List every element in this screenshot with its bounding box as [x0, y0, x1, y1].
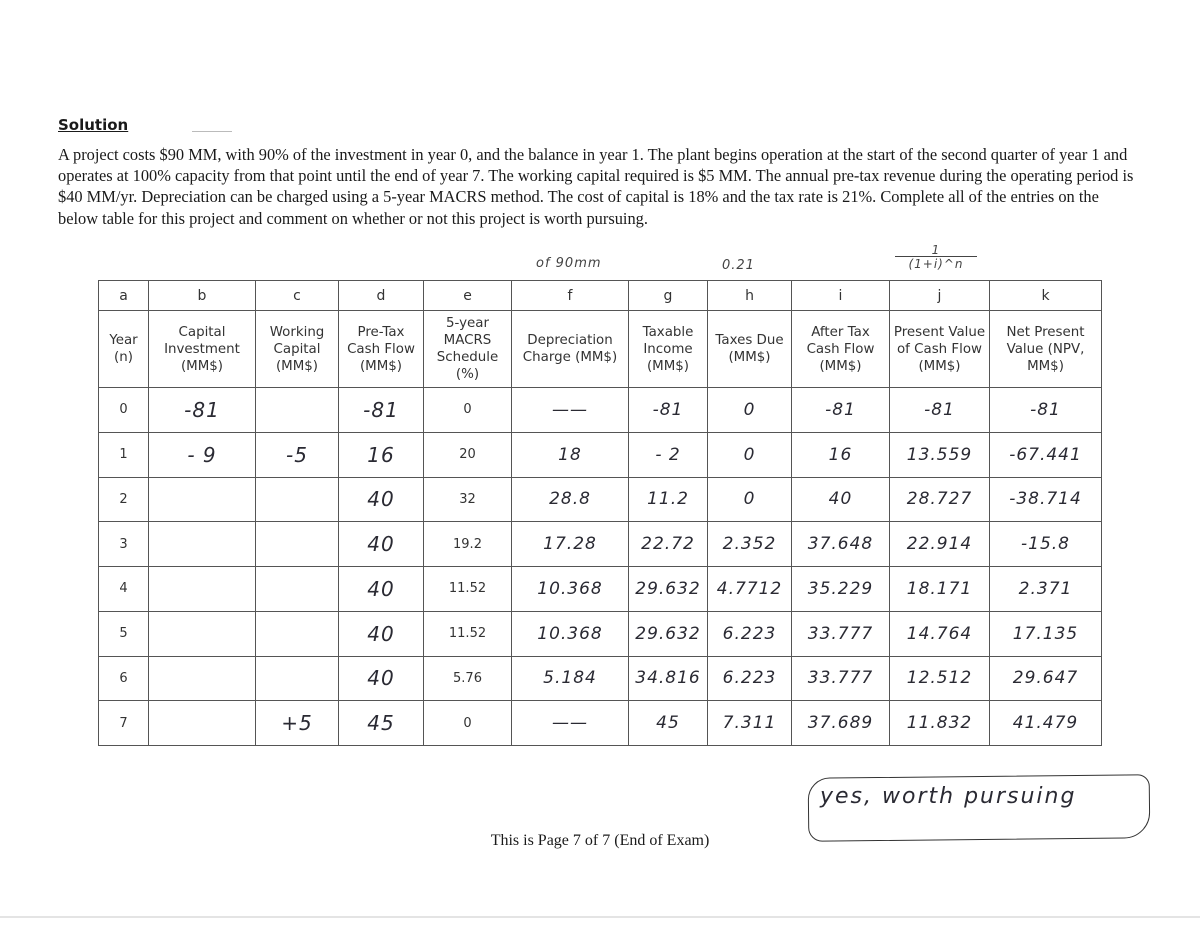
after-tax-cash-flow-cell: 33.777 — [792, 611, 890, 656]
column-letter: c — [256, 281, 339, 311]
working-capital-cell — [256, 656, 339, 701]
macrs-schedule-cell: 19.2 — [424, 522, 512, 567]
column-letter: i — [792, 281, 890, 311]
capital-investment-cell: -81 — [149, 388, 256, 433]
present-value-cell: 13.559 — [890, 432, 990, 477]
depreciation-charge-cell: 28.8 — [512, 477, 629, 522]
column-letter: k — [990, 281, 1102, 311]
column-header-row — [99, 311, 1102, 388]
year-cell: 7 — [99, 701, 149, 746]
column-letter: a — [99, 281, 149, 311]
page-footer: This is Page 7 of 7 (End of Exam) — [490, 832, 710, 849]
pv-factor-denominator: (1+i)^n — [895, 256, 977, 271]
after-tax-cash-flow-cell: 37.648 — [792, 522, 890, 567]
working-capital-cell — [256, 477, 339, 522]
after-tax-cash-flow-cell: -81 — [792, 388, 890, 433]
column-letter: j — [890, 281, 990, 311]
pretax-cash-flow-cell: 40 — [339, 656, 424, 701]
column-letter: f — [512, 281, 629, 311]
pv-factor-numerator: 1 — [931, 243, 941, 257]
macrs-schedule-cell: 32 — [424, 477, 512, 522]
column-header: Taxes Due (MM$) — [708, 311, 792, 388]
pretax-cash-flow-cell: 45 — [339, 701, 424, 746]
capital-investment-cell: - 9 — [149, 432, 256, 477]
capital-investment-cell — [149, 477, 256, 522]
after-tax-cash-flow-cell: 16 — [792, 432, 890, 477]
table-row — [99, 522, 1102, 567]
table-row — [99, 701, 1102, 746]
column-header: Year (n) — [99, 311, 149, 388]
taxes-due-cell: 2.352 — [708, 522, 792, 567]
taxable-income-cell: -81 — [629, 388, 708, 433]
pretax-cash-flow-cell: 40 — [339, 611, 424, 656]
table-row — [99, 656, 1102, 701]
net-present-value-cell: 29.647 — [990, 656, 1102, 701]
column-header: Depreciation Charge (MM$) — [512, 311, 629, 388]
column-header: Present Value of Cash Flow (MM$) — [890, 311, 990, 388]
present-value-cell: 14.764 — [890, 611, 990, 656]
column-letter: h — [708, 281, 792, 311]
taxable-income-cell: 45 — [629, 701, 708, 746]
year-cell: 3 — [99, 522, 149, 567]
conclusion-comment: yes, worth pursuing — [820, 784, 1077, 809]
net-present-value-cell: -81 — [990, 388, 1102, 433]
table-row — [99, 567, 1102, 612]
taxes-due-cell: 7.311 — [708, 701, 792, 746]
pretax-cash-flow-cell: 40 — [339, 477, 424, 522]
taxable-income-cell: - 2 — [629, 432, 708, 477]
taxes-due-cell: 0 — [708, 388, 792, 433]
depreciation-note: of 90mm — [536, 256, 602, 271]
capital-investment-cell — [149, 701, 256, 746]
year-cell: 1 — [99, 432, 149, 477]
depreciation-charge-cell: 10.368 — [512, 567, 629, 612]
column-header: 5-year MACRS Schedule (%) — [424, 311, 512, 388]
column-letter: g — [629, 281, 708, 311]
taxable-income-cell: 29.632 — [629, 611, 708, 656]
year-cell: 2 — [99, 477, 149, 522]
column-header: Net Present Value (NPV, MM$) — [990, 311, 1102, 388]
macrs-schedule-cell: 11.52 — [424, 611, 512, 656]
working-capital-cell: +5 — [256, 701, 339, 746]
present-value-cell: 28.727 — [890, 477, 990, 522]
present-value-cell: 22.914 — [890, 522, 990, 567]
year-cell: 5 — [99, 611, 149, 656]
present-value-cell: -81 — [890, 388, 990, 433]
taxable-income-cell: 22.72 — [629, 522, 708, 567]
taxes-due-cell: 4.7712 — [708, 567, 792, 612]
column-header: After Tax Cash Flow (MM$) — [792, 311, 890, 388]
year-cell: 4 — [99, 567, 149, 612]
column-header: Working Capital (MM$) — [256, 311, 339, 388]
macrs-schedule-cell: 5.76 — [424, 656, 512, 701]
column-header: Taxable Income (MM$) — [629, 311, 708, 388]
cash-flow-table — [98, 280, 1102, 746]
net-present-value-cell: 2.371 — [990, 567, 1102, 612]
taxes-due-cell: 6.223 — [708, 656, 792, 701]
working-capital-cell: -5 — [256, 432, 339, 477]
capital-investment-cell — [149, 656, 256, 701]
capital-investment-cell — [149, 611, 256, 656]
pretax-cash-flow-cell: 16 — [339, 432, 424, 477]
present-value-cell: 11.832 — [890, 701, 990, 746]
net-present-value-cell: -15.8 — [990, 522, 1102, 567]
after-tax-cash-flow-cell: 40 — [792, 477, 890, 522]
depreciation-charge-cell: 18 — [512, 432, 629, 477]
column-letter: e — [424, 281, 512, 311]
column-letter: d — [339, 281, 424, 311]
net-present-value-cell: 41.479 — [990, 701, 1102, 746]
taxes-due-cell: 0 — [708, 477, 792, 522]
heading-divider — [192, 131, 232, 132]
taxes-due-cell: 6.223 — [708, 611, 792, 656]
column-header: Pre-Tax Cash Flow (MM$) — [339, 311, 424, 388]
depreciation-charge-cell: —— — [512, 701, 629, 746]
problem-statement: A project costs $90 MM, with 90% of the investment in year 0, and the balance in year 1. The plant begins operation at the start of the second quarter of year 1 and operates at 100% capacity from that point until the end of year 7. The working capital required is $5 MM. The annual pre-tax revenue during the operating period is $40 MM/yr. Depreciation can be charged using a 5-year MACRS method. The cost of capital is 18% and the tax rate is 21%. Complete all of the entries on the below table for this project and comment on whether or not this project is worth pursuing. — [58, 145, 1134, 228]
net-present-value-cell: 17.135 — [990, 611, 1102, 656]
solution-heading: Solution — [58, 116, 129, 134]
working-capital-cell — [256, 567, 339, 612]
depreciation-charge-cell: 5.184 — [512, 656, 629, 701]
column-letter-row — [99, 281, 1102, 311]
working-capital-cell — [256, 611, 339, 656]
after-tax-cash-flow-cell: 37.689 — [792, 701, 890, 746]
macrs-schedule-cell: 0 — [424, 388, 512, 433]
table-row — [99, 477, 1102, 522]
taxable-income-cell: 11.2 — [629, 477, 708, 522]
macrs-schedule-cell: 20 — [424, 432, 512, 477]
pv-factor-note — [895, 244, 977, 271]
taxes-due-cell: 0 — [708, 432, 792, 477]
table-row — [99, 388, 1102, 433]
table-row — [99, 611, 1102, 656]
year-cell: 0 — [99, 388, 149, 433]
macrs-schedule-cell: 0 — [424, 701, 512, 746]
working-capital-cell — [256, 522, 339, 567]
present-value-cell: 18.171 — [890, 567, 990, 612]
taxable-income-cell: 29.632 — [629, 567, 708, 612]
table-row — [99, 432, 1102, 477]
pretax-cash-flow-cell: -81 — [339, 388, 424, 433]
present-value-cell: 12.512 — [890, 656, 990, 701]
pretax-cash-flow-cell: 40 — [339, 522, 424, 567]
capital-investment-cell — [149, 567, 256, 612]
working-capital-cell — [256, 388, 339, 433]
table-body — [99, 388, 1102, 746]
net-present-value-cell: -38.714 — [990, 477, 1102, 522]
after-tax-cash-flow-cell: 33.777 — [792, 656, 890, 701]
tax-rate-note: 0.21 — [722, 258, 755, 273]
capital-investment-cell — [149, 522, 256, 567]
depreciation-charge-cell: 17.28 — [512, 522, 629, 567]
taxable-income-cell: 34.816 — [629, 656, 708, 701]
net-present-value-cell: -67.441 — [990, 432, 1102, 477]
after-tax-cash-flow-cell: 35.229 — [792, 567, 890, 612]
column-header: Capital Investment (MM$) — [149, 311, 256, 388]
year-cell: 6 — [99, 656, 149, 701]
depreciation-charge-cell: —— — [512, 388, 629, 433]
column-letter: b — [149, 281, 256, 311]
depreciation-charge-cell: 10.368 — [512, 611, 629, 656]
pretax-cash-flow-cell: 40 — [339, 567, 424, 612]
scan-edge-line — [0, 916, 1200, 918]
macrs-schedule-cell: 11.52 — [424, 567, 512, 612]
